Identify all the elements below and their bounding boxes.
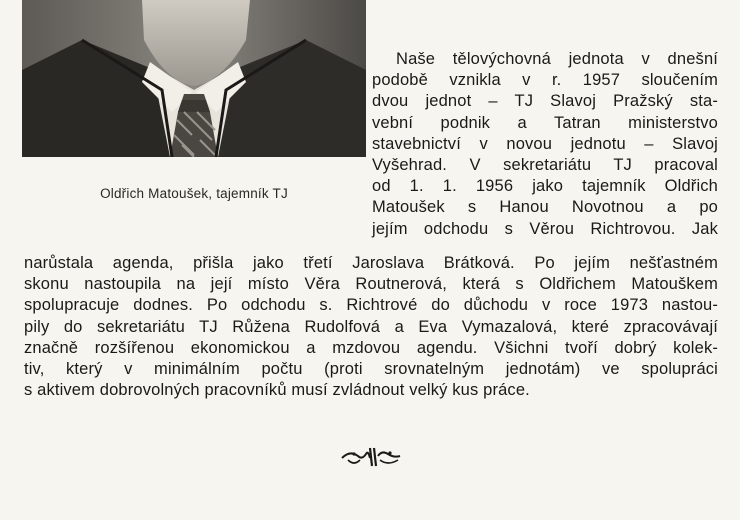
text-line: Matoušek s Hanou Novotnou a po <box>372 198 718 217</box>
full-width-text <box>24 253 718 401</box>
text-line: s aktivem dobrovolných pracovníků musí zvládnout velký kus práce. <box>24 381 530 400</box>
text-line: stavebnictví v novou jednotu – Slavoj <box>372 134 718 153</box>
text-line: spolupracuje dodnes. Po odchodu s. Richtrové do důchodu v roce 1973 nastou- <box>24 296 718 315</box>
portrait-photo <box>22 0 366 157</box>
text-line: Vyšehrad. V sekretariátu TJ pracoval <box>372 155 718 174</box>
text-line: od 1. 1. 1956 jako tajemník Oldřich <box>372 177 718 196</box>
portrait-image <box>22 0 366 157</box>
text-line: tiv, který v minimálním počtu (proti srovnatelným jednotám) ve spolupráci <box>24 359 718 378</box>
text-line: značně rozšířenou ekonomickou a mzdovou agendu. Všichni tvoří dobrý kolek- <box>24 338 718 357</box>
text-line: vební podnik a Tatran ministerstvo <box>372 113 718 132</box>
text-line: skonu nastoupila na její místo Věra Routnerová, která s Oldřichem Matouškem <box>24 275 718 294</box>
text-line: jejím odchodu s Věrou Richtrovou. Jak <box>372 219 718 238</box>
ornament-icon <box>340 444 404 470</box>
text-line: narůstala agenda, přišla jako třetí Jaroslava Brátková. Po jejím nešťastném <box>24 254 718 272</box>
right-column-text <box>372 49 718 240</box>
text-line: Naše tělovýchovná jednota v dnešní <box>396 50 718 68</box>
text-line: pily do sekretariátu TJ Růžena Rudolfová a Eva Vymazalová, které zpracovávají <box>24 317 718 336</box>
text-line: podobě vznikla v r. 1957 sloučením <box>372 71 718 90</box>
text-line: dvou jednot – TJ Slavoj Pražský sta- <box>372 92 718 111</box>
photo-caption: Oldřich Matoušek, tajemník TJ <box>100 186 288 201</box>
